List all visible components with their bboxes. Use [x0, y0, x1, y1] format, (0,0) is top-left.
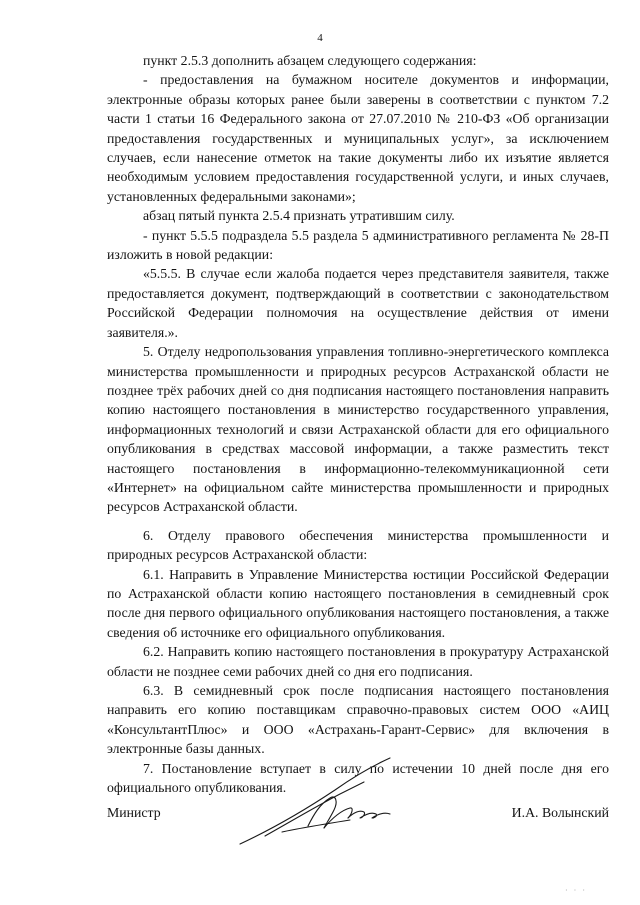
paragraph-5-5-5-intro: - пункт 5.5.5 подраздела 5.5 раздела 5 административного регламента № 28-П изложить в новой редакции: — [107, 227, 609, 263]
handwritten-signature — [230, 752, 410, 852]
paragraph-item-6-2: 6.2. Направить копию настоящего постановления в прокуратуру Астраханской области не позднее семи рабочих дней со дня его подписания. — [107, 644, 609, 679]
paragraph-item-6-1: 6.1. Направить в Управление Министерства юстиции Российской Федерации по Астраханской области копию настоящего постановления в семидневный срок после дня первого официального опубликования настоящего постановления, а также сведения об источнике его официального опубликования. — [107, 566, 609, 640]
paragraph-5-5-5-text: «5.5.5. В случае если жалоба подается через представителя заявителя, также предоставляется документ, подтверждающий в соответствии с законодательством Российской Федерации полномочия на осуществление действия от имени заявителя.». — [107, 266, 609, 340]
paragraph-item-6: 6. Отделу правового обеспечения министерства промышленности и природных ресурсов Астраханской области: — [107, 527, 609, 563]
signer-name: И.А. Волынский — [511, 805, 609, 820]
page-number: 4 — [317, 32, 323, 44]
signer-title: Министр — [107, 805, 161, 820]
paragraph-2-5-4-void: абзац пятый пункта 2.5.4 признать утратившим силу. — [143, 208, 455, 224]
paragraph-2-5-3-intro: пункт 2.5.3 дополнить абзацем следующего содержания: — [143, 53, 477, 68]
paragraph-paper-documents: - предоставления на бумажном носителе документов и информации, электронные образы которых ранее были заверены в соответствии с пунктом 7.2 части 1 статьи 16 Федерального закона от 27.07.2010 № 210-ФЗ «Об организации предоставления государственных и муниципальных услуг», за исключением случаев, если нанесение отметок на такие документы либо их изъятие является необходимым условием предоставления государственной услуги, и иных случаев, установленных федеральными законами»; — [107, 72, 609, 204]
paragraph-item-7: 7. Постановление вступает в силу по истечении 10 дней после дня его официального опубликования. — [107, 760, 609, 796]
scan-artifact-mark: · · · — [565, 886, 587, 895]
paragraph-item-6-3: 6.3. В семидневный срок после подписания настоящего постановления направить его копию поставщикам справочно-правовых систем ООО «АИЦ «КонсультантПлюс» и ООО «Астрахань-Гарант-Сервис» для включения в электронные базы данных. — [107, 683, 609, 757]
document-body — [107, 51, 609, 797]
paragraph-item-5: 5. Отделу недропользования управления топливно-энергетического комплекса министерства промышленности и природных ресурсов Астраханской области не позднее трёх рабочих дней со дня подписания настоящего постановления направить копию настоящего постановления в министерство государственного управления, информационных технологий и связи Астраханской области для его официального опубликования в средствах массовой информации, а также разместить текст настоящего постановления в информационно-телекоммуникационной сети «Интернет» на официальном сайте министерства промышленности и природных ресурсов Астраханской области. — [107, 344, 609, 515]
